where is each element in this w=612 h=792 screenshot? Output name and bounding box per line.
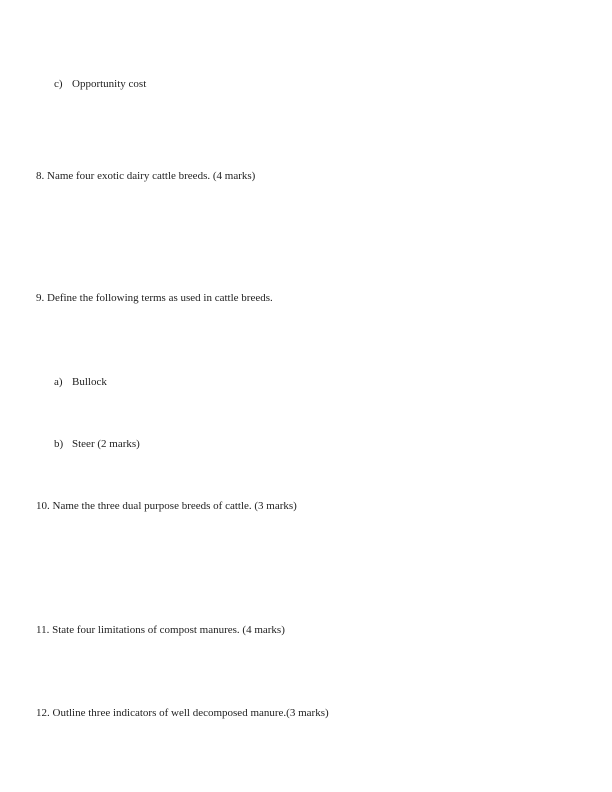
question-9: 9. Define the following terms as used in cattle breeds.: [36, 292, 273, 304]
question-11: 11. State four limitations of compost manures. (4 marks): [36, 624, 285, 636]
item-text: Bullock: [72, 376, 107, 388]
question-12: 12. Outline three indicators of well decomposed manure.(3 marks): [36, 707, 329, 719]
question-8: 8. Name four exotic dairy cattle breeds. (4 marks): [36, 170, 256, 182]
item-text: Opportunity cost: [72, 78, 147, 90]
item-text: Steer (2 marks): [72, 438, 140, 450]
item-label: a): [54, 376, 63, 388]
item-label: b): [54, 438, 64, 450]
question-10: 10. Name the three dual purpose breeds of cattle. (3 marks): [36, 500, 297, 512]
item-label: c): [54, 78, 63, 90]
